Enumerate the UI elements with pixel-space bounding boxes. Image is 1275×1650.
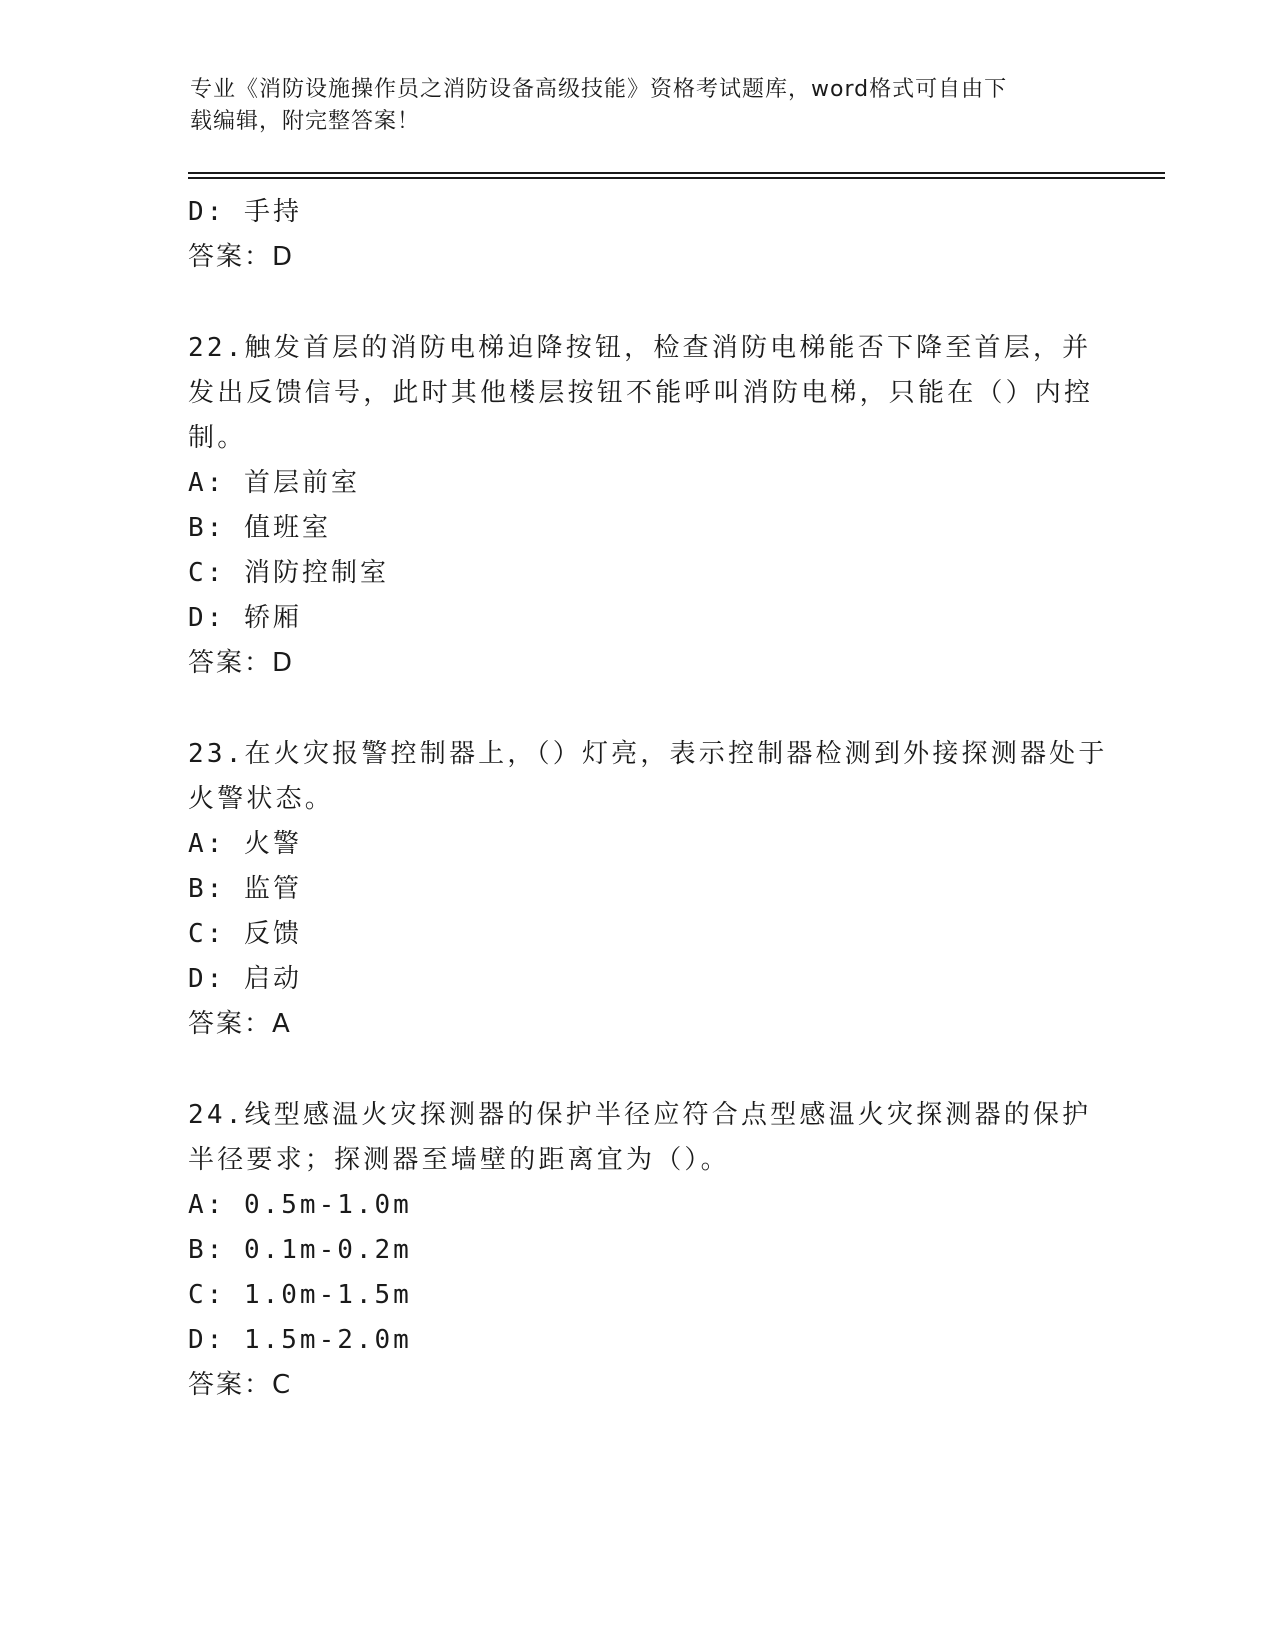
option-c: C: 消防控制室 (188, 558, 389, 588)
option-d: D: 启动 (188, 964, 302, 994)
question-24 (188, 1093, 1108, 1408)
answer: 答案：D (188, 648, 295, 678)
prev-answer: 答案：D (188, 242, 295, 272)
option-b: B: 监管 (188, 874, 302, 904)
spacer (188, 1047, 1108, 1093)
question-stem: 22.触发首层的消防电梯迫降按钮，检查消防电梯能否下降至首层，并发出反馈信号，此时其他楼层按钮不能呼叫消防电梯，只能在（）内控制。 (188, 333, 1094, 453)
header-line-2: 载编辑，附完整答案！ (190, 109, 421, 134)
question-23 (188, 732, 1108, 1047)
answer: 答案：C (188, 1370, 293, 1400)
question-content (188, 190, 1108, 1408)
option-a: A: 火警 (188, 829, 302, 859)
question-22 (188, 326, 1108, 686)
spacer (188, 280, 1108, 326)
header-rule-bottom (188, 177, 1165, 179)
question-stem: 23.在火灾报警控制器上，（）灯亮，表示控制器检测到外接探测器处于火警状态。 (188, 739, 1108, 814)
header-rule-top (188, 172, 1165, 174)
answer: 答案：A (188, 1009, 292, 1039)
question-stem: 24.线型感温火灾探测器的保护半径应符合点型感温火灾探测器的保护半径要求；探测器至墙壁的距离宜为（）。 (188, 1100, 1092, 1175)
spacer (188, 686, 1108, 732)
option-b: B: 0.1m-0.2m (188, 1235, 412, 1265)
option-c: C: 反馈 (188, 919, 302, 949)
option-d: D: 轿厢 (188, 603, 302, 633)
option-a: A: 首层前室 (188, 468, 360, 498)
option-a: A: 0.5m-1.0m (188, 1190, 412, 1220)
option-b: B: 值班室 (188, 513, 331, 543)
prev-option-d: D: 手持 (188, 197, 302, 227)
header-line-1: 专业《消防设施操作员之消防设备高级技能》资格考试题库，word格式可自由下 (190, 77, 1008, 102)
document-header (190, 74, 1090, 138)
option-d: D: 1.5m-2.0m (188, 1325, 412, 1355)
option-c: C: 1.0m-1.5m (188, 1280, 412, 1310)
